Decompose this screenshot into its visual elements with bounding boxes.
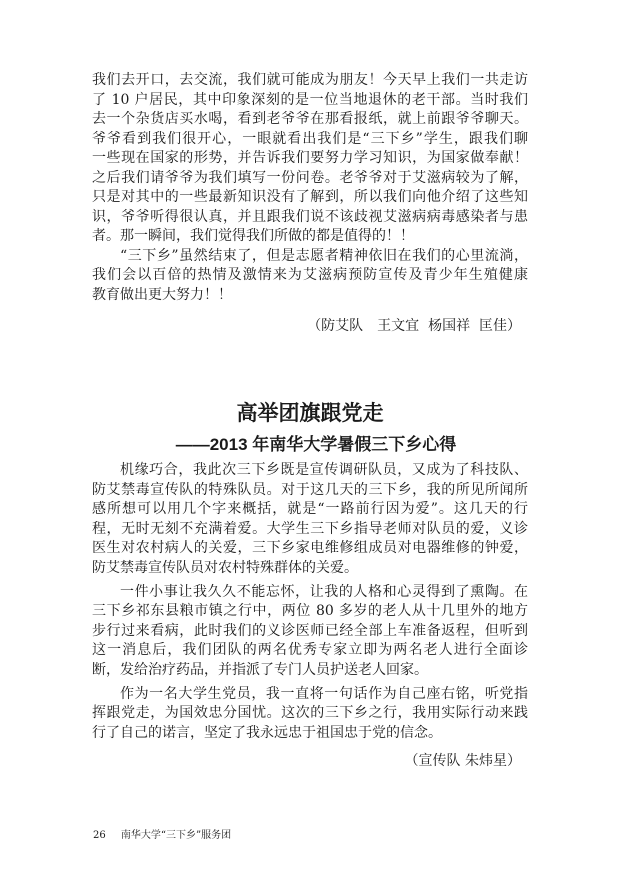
text-line: 作为一名大学生党员，我一直将一句话作为自己座右铭，听党指 <box>120 685 528 702</box>
text-line: 一件小事让我久久不能忘怀，让我的人格和心灵得到了熏陶。在 <box>120 583 528 600</box>
article-title: 高举团旗跟党走 <box>236 402 384 425</box>
text-line: 医生对农村病人的关爱，三下乡家电维修组成员对电器维修的钟爱， <box>92 540 528 556</box>
text-line: 去一个杂货店买水喝，看到老爷爷在那看报纸，就上前跟爷爷聊天。 <box>92 111 528 127</box>
text-line: 者。那一瞬间，我们觉得我们所做的都是值得的！！ <box>92 228 414 244</box>
text-line: 程，无时无刻不充满着爱。大学生三下乡指导老师对队员的爱，义诊 <box>92 520 528 537</box>
page-number: 26 <box>93 830 106 841</box>
text-line: 防艾禁毒宣传队的特殊队员。对于这几天的三下乡，我的所见所闻所 <box>92 481 528 498</box>
paragraph <box>92 247 528 306</box>
text-line: 防艾禁毒宣传队员对农村特殊群体的关爱。 <box>92 559 358 576</box>
previous-article-signature: （防艾队 王文宜 杨国祥 匡佳） <box>307 318 521 334</box>
page-footer <box>93 830 231 842</box>
article-signature: （宣传队 朱炜星） <box>404 753 521 769</box>
text-line: 三下乡祁东县粮市镇之行中，两位 80 多岁的老人从十几里外的地方 <box>92 603 528 619</box>
text-line: 机缘巧合，我此次三下乡既是宣传调研队员，又成为了科技队、 <box>120 462 528 478</box>
paragraph <box>92 583 528 681</box>
paragraph <box>92 71 528 247</box>
text-line: 步行过来看病，此时我们的义诊医师已经全部上车准备返程，但听到 <box>92 622 528 639</box>
article-subtitle: ——2013 年南华大学暑假三下乡心得 <box>175 435 457 454</box>
paragraph <box>92 685 528 744</box>
previous-article-continuation <box>92 71 528 305</box>
text-line: 一些现在国家的形势，并告诉我们要努力学习知识，为国家做奉献！ <box>92 150 528 166</box>
text-line: 我们会以百倍的热情及激情来为艾滋病预防宣传及青少年生殖健康 <box>92 267 528 283</box>
text-line: 之后我们请爷爷为我们填写一份问卷。老爷爷对于艾滋病较为了解， <box>92 169 528 186</box>
text-line: 只是对其中的一些最新知识没有了解到，所以我们向他介绍了这些知 <box>92 189 528 205</box>
text-line: 爷爷看到我们很开心，一眼就看出我们是“三下乡”学生，跟我们聊 <box>92 130 528 147</box>
text-line: 识，爷爷听得很认真，并且跟我们说不该歧视艾滋病病毒感染者与患 <box>92 208 528 225</box>
text-line: 教育做出更大努力！！ <box>92 286 232 303</box>
article-body <box>92 461 528 743</box>
text-line: “三下乡”虽然结束了，但是志愿者精神依旧在我们的心里流淌， <box>120 247 528 264</box>
text-line: 挥跟党走，为国效忠分国忧。这次的三下乡之行，我用实际行动来践 <box>92 705 528 721</box>
text-line: 这一消息后，我们团队的两名优秀专家立即为两名老人进行全面诊 <box>92 642 528 658</box>
footer-text: 南华大学“三下乡”服务团 <box>120 830 232 841</box>
text-line: 感所想可以用几个字来概括，就是“一路前行因为爱”。这几天的行 <box>92 501 528 517</box>
paragraph <box>92 461 528 578</box>
text-line: 断，发给治疗药品，并指派了专门人员护送老人回家。 <box>92 661 428 678</box>
text-line: 了 10 户居民，其中印象深刻的是一位当地退休的老干部。当时我们 <box>92 91 528 108</box>
text-line: 行了自己的诺言，坚定了我永远忠于祖国忠于党的信念。 <box>92 724 442 741</box>
text-line: 我们去开口，去交流，我们就可能成为朋友！今天早上我们一共走访 <box>92 72 528 88</box>
